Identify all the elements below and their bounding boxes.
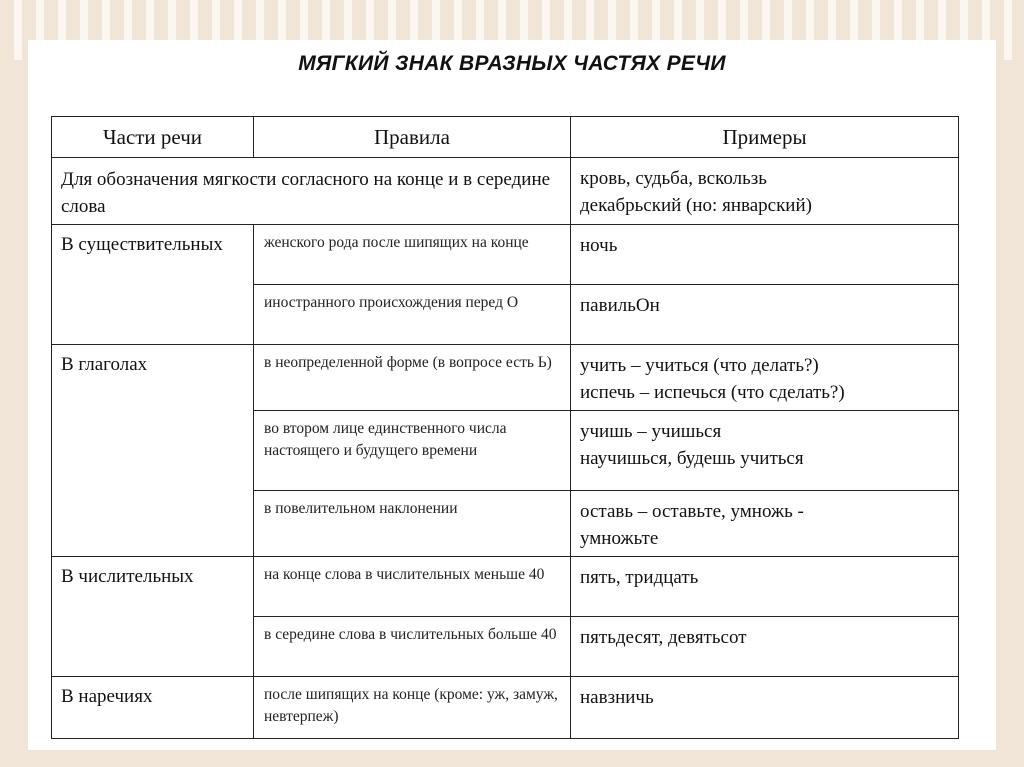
table-row [52,677,959,739]
part-adverbs: В наречиях [52,677,254,739]
example-line: кровь, судьба, вскользь [580,168,767,189]
example-cell [571,411,959,491]
table-header-row [52,117,959,158]
general-rule-cell: Для обозначения мягкости согласного на конце и в середине слова [52,158,571,225]
example-cell [571,557,959,617]
example-cell [571,345,959,411]
table-row [52,158,959,225]
example-line: ночь [580,235,618,256]
header-examples: Примеры [571,117,959,158]
example-cell [571,285,959,345]
part-nouns: В существительных [52,225,254,345]
example-line: пятьдесят, девятьсот [580,627,747,648]
example-cell [571,617,959,677]
example-line: пять, тридцать [580,567,699,588]
general-examples-cell [571,158,959,225]
example-line: учишь – учишься [580,421,722,442]
rule-cell: в неопределенной форме (в вопросе есть Ь) [254,345,571,411]
example-line: павильОн [580,295,660,316]
rule-cell: после шипящих на конце (кроме: уж, замуж, невтерпеж) [254,677,571,739]
example-line: учить – учиться (что делать?) [580,355,819,376]
example-cell [571,225,959,285]
example-cell [571,677,959,739]
rule-cell: иностранного происхождения перед О [254,285,571,345]
rule-cell: в середине слова в числительных больше 40 [254,617,571,677]
part-verbs: В глаголах [52,345,254,557]
rule-cell: во втором лице единственного числа настоящего и будущего времени [254,411,571,491]
example-line: оставь – оставьте, умножь - [580,501,804,522]
example-line: испечь – испечься (что сделать?) [580,382,845,403]
rule-cell: в повелительном наклонении [254,491,571,557]
example-line: умножьте [580,528,659,549]
rule-cell: женского рода после шипящих на конце [254,225,571,285]
table-row [52,557,959,617]
example-cell [571,491,959,557]
example-line: декабрьский (но: январский) [580,195,812,216]
header-parts-of-speech: Части речи [52,117,254,158]
part-numerals: В числительных [52,557,254,677]
table-row [52,225,959,285]
header-rules: Правила [254,117,571,158]
example-line: навзничь [580,687,654,708]
rule-cell: на конце слова в числительных меньше 40 [254,557,571,617]
table-row [52,345,959,411]
example-line: научишься, будешь учиться [580,448,804,469]
rules-table [51,116,959,739]
page-title: МЯГКИЙ ЗНАК ВРАЗНЫХ ЧАСТЯХ РЕЧИ [298,52,726,75]
